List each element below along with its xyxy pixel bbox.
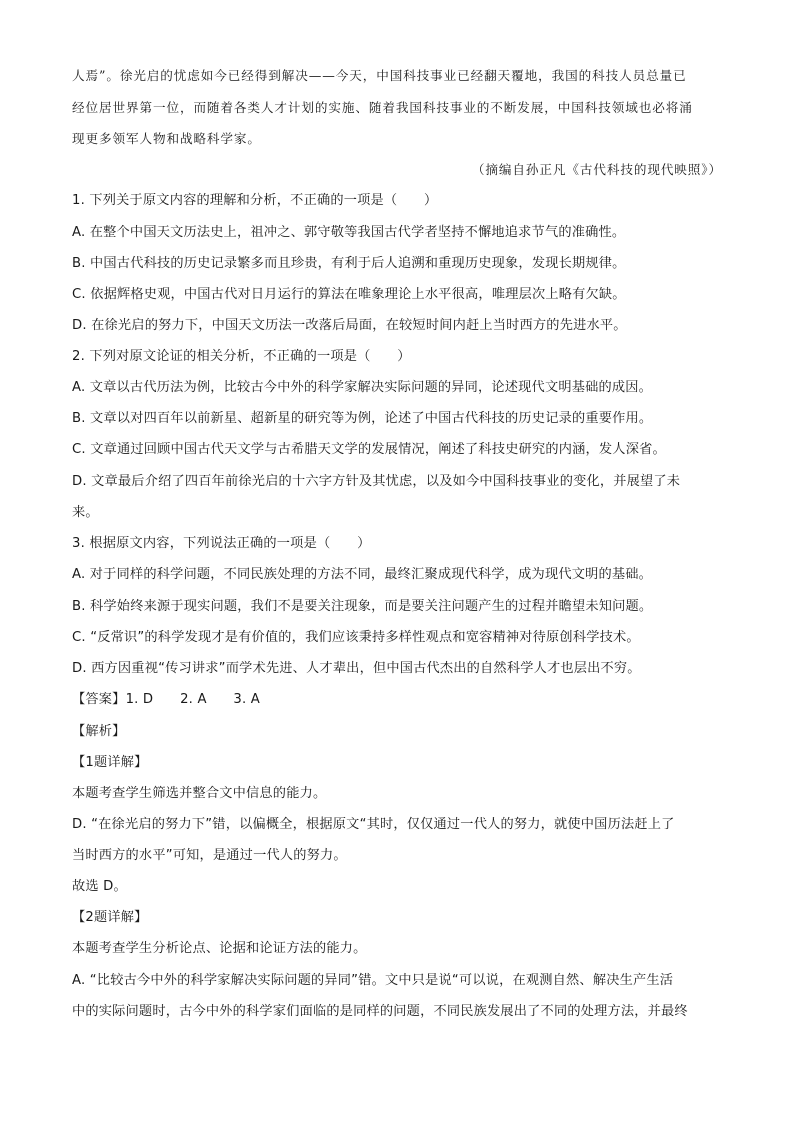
passage-line-2: 经位居世界第一位，而随着各类人才计划的实施、随着我国科技事业的不断发展，中国科技领域也必将涌 bbox=[72, 100, 693, 115]
question-1-option-c: C. 依据辉格史观，中国古代对日月运行的算法在唯象理论上水平很高，唯理层次上略有欠缺。 bbox=[72, 287, 626, 302]
question-1-option-b: B. 中国古代科技的历史记录繁多而且珍贵，有利于后人追溯和重现历史现象，发现长期规律。 bbox=[72, 256, 626, 271]
detail-2-body-line-1: A. “比较古今中外的科学家解决实际问题的异同”错。文中只是说“可以说，在观测自然、解决生产生活 bbox=[72, 973, 674, 988]
detail-2-label: 【2题详解】 bbox=[72, 910, 148, 925]
question-3-option-d: D. 西方因重视“传习讲求”而学术先进、人才辈出，但中国古代杰出的自然科学人才也层出不穷。 bbox=[72, 661, 641, 676]
question-2-option-c: C. 文章通过回顾中国古代天文学与古希腊天文学的发展情况，阐述了科技史研究的内涵，发人深省。 bbox=[72, 442, 666, 457]
question-3-stem: 3. 根据原文内容，下列说法正确的一项是（ ） bbox=[72, 536, 371, 551]
question-2-option-b: B. 文章以对四百年以前新星、超新星的研究等为例，论述了中国古代科技的历史记录的重要作用。 bbox=[72, 411, 653, 426]
question-2-option-d-line-2: 来。 bbox=[72, 505, 99, 520]
question-3-option-b: B. 科学始终来源于现实问题，我们不是要关注现象，而是要关注问题产生的过程并瞻望未知问题。 bbox=[72, 599, 653, 614]
passage-line-1: 人焉”。徐光启的忧虑如今已经得到解决——今天，中国科技事业已经翻天覆地，我国的科技人员总量已 bbox=[72, 68, 687, 83]
passage-line-3: 现更多领军人物和战略科学家。 bbox=[72, 131, 261, 146]
detail-1-body-line-2: 当时西方的水平”可知，是通过一代人的努力。 bbox=[72, 848, 347, 863]
answer-line bbox=[72, 690, 724, 710]
question-3-option-a: A. 对于同样的科学问题，不同民族处理的方法不同，最终汇聚成现代科学，成为现代文明的基础。 bbox=[72, 567, 653, 582]
detail-1-body-line-1: D. “在徐光启的努力下”错，以偏概全，根据原文“其时，仅仅通过一代人的努力，就使中国历法赶上了 bbox=[72, 817, 675, 832]
answer-values: 1. D 2. A 3. A bbox=[125, 692, 261, 707]
passage-source: （摘编自孙正凡《古代科技的现代映照》） bbox=[471, 162, 722, 177]
question-2-stem: 2. 下列对原文论证的相关分析，不正确的一项是（ ） bbox=[72, 349, 411, 364]
question-1-stem: 1. 下列关于原文内容的理解和分析，不正确的一项是（ ） bbox=[72, 193, 438, 208]
detail-1-intro: 本题考查学生筛选并整合文中信息的能力。 bbox=[72, 786, 327, 801]
question-1-option-d: D. 在徐光启的努力下，中国天文历法一改落后局面，在较短时间内赶上当时西方的先进水平。 bbox=[72, 318, 627, 333]
question-3-option-c: C. “反常识”的科学发现才是有价值的，我们应该秉持多样性观点和宽容精神对待原创科学技术。 bbox=[72, 630, 640, 645]
question-2-option-d-line-1: D. 文章最后介绍了四百年前徐光启的十六字方针及其忧虑，以及如今中国科技事业的变化，并展望了未 bbox=[72, 474, 681, 489]
detail-2-body-line-2: 中的实际问题时，古今中外的科学家们面临的是同样的问题，不同民族发展出了不同的处理方法，并最终 bbox=[72, 1004, 688, 1019]
answer-label: 【答案】 bbox=[72, 692, 126, 707]
question-2-option-a: A. 文章以古代历法为例，比较古今中外的科学家解决实际问题的异同，论述现代文明基础的成因。 bbox=[72, 380, 653, 395]
detail-1-choice: 故选 D。 bbox=[72, 879, 127, 894]
detail-1-label: 【1题详解】 bbox=[72, 755, 148, 770]
analysis-label: 【解析】 bbox=[72, 724, 126, 739]
question-1-option-a: A. 在整个中国天文历法史上，祖冲之、郭守敬等我国古代学者坚持不懈地追求节气的准确性。 bbox=[72, 225, 626, 240]
detail-2-intro: 本题考查学生分析论点、论据和论证方法的能力。 bbox=[72, 941, 367, 956]
